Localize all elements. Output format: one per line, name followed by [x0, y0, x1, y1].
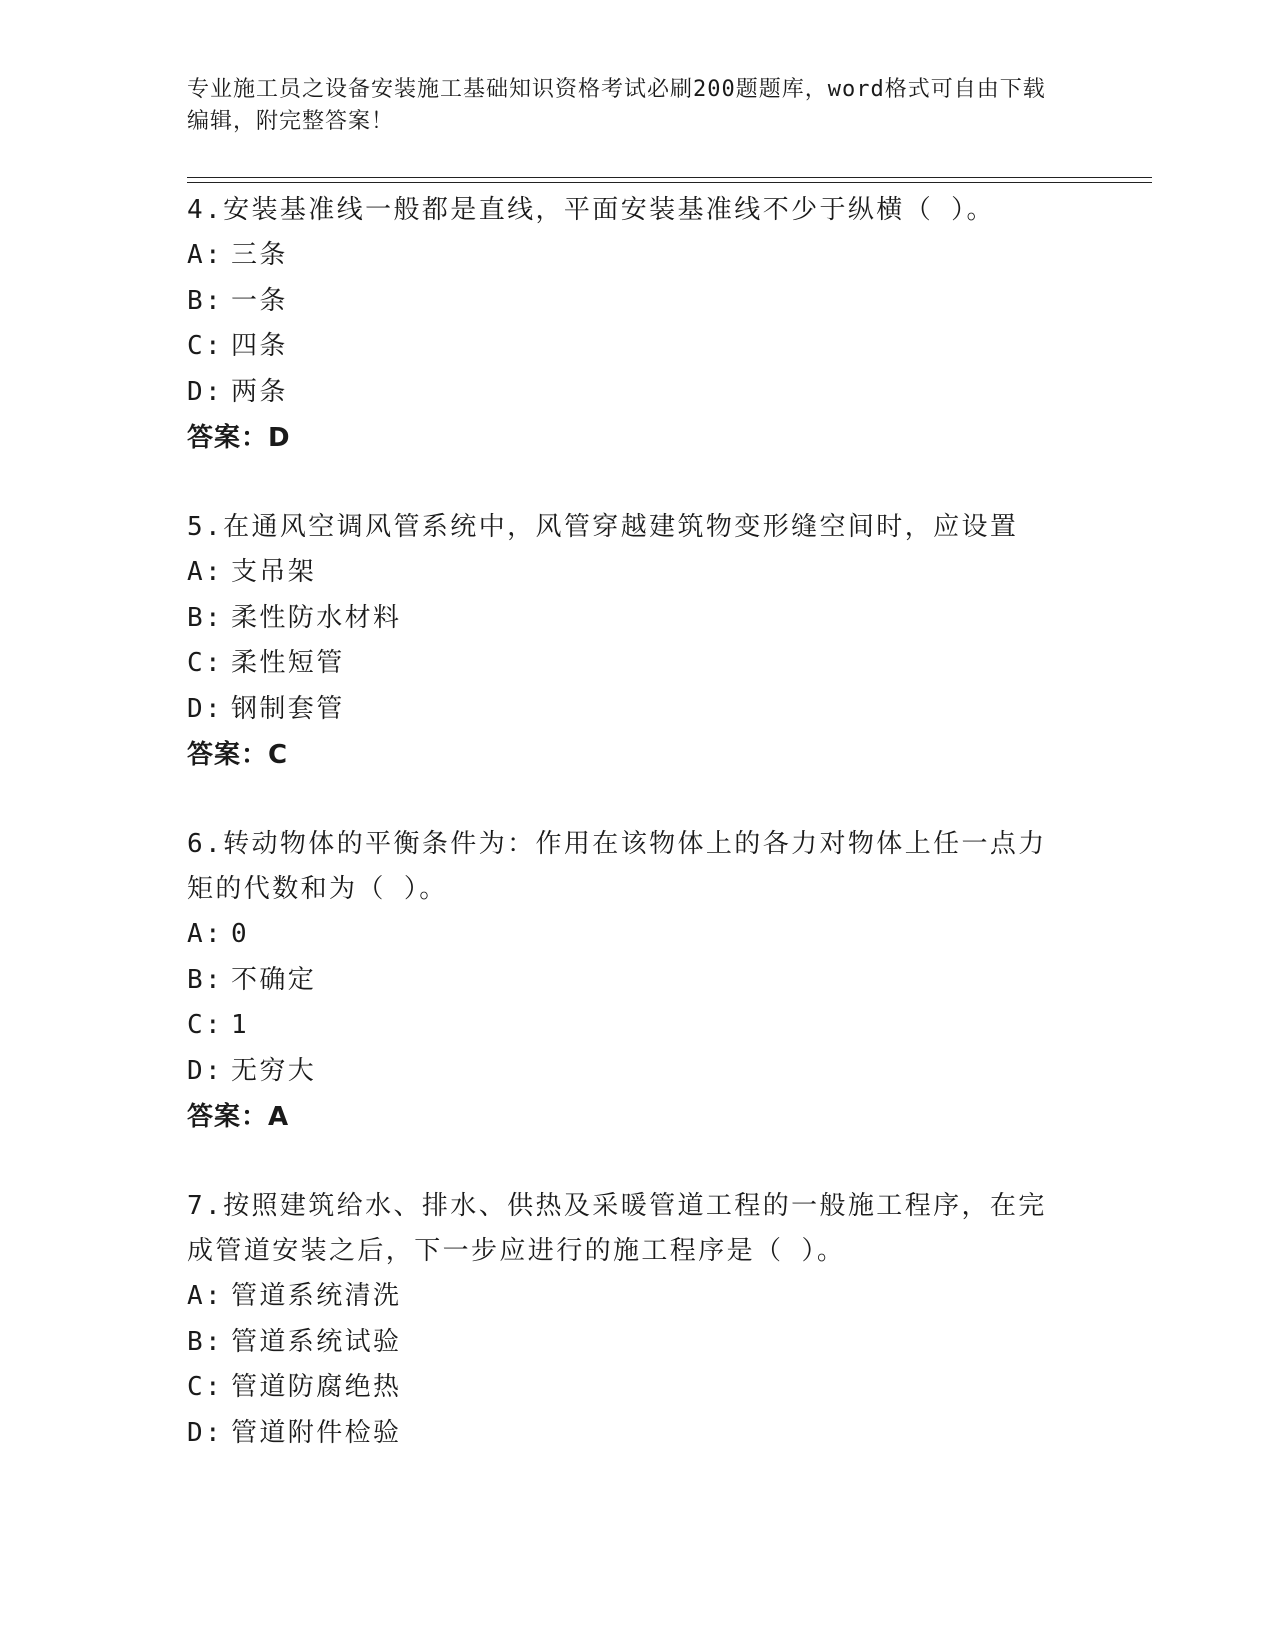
option-text: 0 [231, 919, 250, 949]
option-c [187, 1365, 1067, 1411]
header-rule-top [187, 177, 1152, 178]
option-key: C: [187, 648, 224, 678]
option-key: C: [187, 331, 224, 361]
option-text: 管道系统试验 [231, 1326, 402, 1357]
answer-line: 答案：D [187, 423, 291, 453]
option-text: 柔性防水材料 [231, 602, 402, 633]
option-key: D: [187, 376, 224, 407]
option-text: 四条 [231, 331, 288, 361]
option-a [187, 550, 1067, 596]
option-key: C: [187, 1010, 224, 1040]
question-text: 4.安装基准线一般都是直线，平面安装基准线不少于纵横（ ）。 [187, 195, 995, 225]
question-list [187, 188, 1067, 1500]
option-d [187, 370, 1067, 416]
question-5 [187, 505, 1067, 778]
option-d [187, 1049, 1067, 1095]
option-a [187, 912, 1067, 958]
option-text: 管道防腐绝热 [231, 1372, 402, 1402]
option-key: D: [187, 1055, 224, 1086]
option-key: B: [187, 285, 224, 316]
option-a [187, 1274, 1067, 1320]
option-key: A: [187, 557, 224, 587]
option-key: C: [187, 1372, 224, 1402]
option-text: 两条 [231, 376, 288, 407]
answer-line: 答案：A [187, 1102, 290, 1132]
option-key: B: [187, 964, 224, 995]
document-header: 专业施工员之设备安装施工基础知识资格考试必刷200题题库，word格式可自由下载编辑，附完整答案！ [187, 77, 1046, 134]
option-key: B: [187, 1326, 224, 1357]
option-text: 不确定 [231, 964, 317, 995]
option-key: D: [187, 1417, 224, 1448]
question-text: 5.在通风空调风管系统中，风管穿越建筑物变形缝空间时，应设置 [187, 512, 1019, 542]
option-b [187, 279, 1067, 325]
option-key: A: [187, 240, 224, 270]
option-key: A: [187, 1281, 224, 1311]
question-text: 7.按照建筑给水、排水、供热及采暖管道工程的一般施工程序，在完成管道安装之后，下一步应进行的施工程序是（ ）。 [187, 1191, 1047, 1266]
option-d [187, 1411, 1067, 1457]
question-4 [187, 188, 1067, 461]
option-c [187, 641, 1067, 687]
option-key: D: [187, 693, 224, 724]
option-b [187, 1320, 1067, 1366]
option-key: A: [187, 919, 224, 949]
header-rule-bottom [187, 182, 1152, 183]
option-text: 支吊架 [231, 557, 317, 587]
option-text: 无穷大 [231, 1055, 317, 1086]
option-b [187, 596, 1067, 642]
option-text: 管道系统清洗 [231, 1281, 402, 1311]
option-c [187, 1003, 1067, 1049]
question-text: 6.转动物体的平衡条件为：作用在该物体上的各力对物体上任一点力矩的代数和为（ ）。 [187, 829, 1047, 904]
option-c [187, 324, 1067, 370]
option-d [187, 687, 1067, 733]
option-text: 1 [231, 1010, 250, 1040]
option-text: 钢制套管 [231, 693, 345, 724]
option-a [187, 233, 1067, 279]
option-key: B: [187, 602, 224, 633]
question-7 [187, 1184, 1067, 1456]
option-text: 一条 [231, 285, 288, 316]
option-b [187, 958, 1067, 1004]
answer-line: 答案：C [187, 740, 289, 770]
option-text: 三条 [231, 240, 288, 270]
option-text: 柔性短管 [231, 648, 345, 678]
option-text: 管道附件检验 [231, 1417, 402, 1448]
question-6 [187, 822, 1067, 1140]
